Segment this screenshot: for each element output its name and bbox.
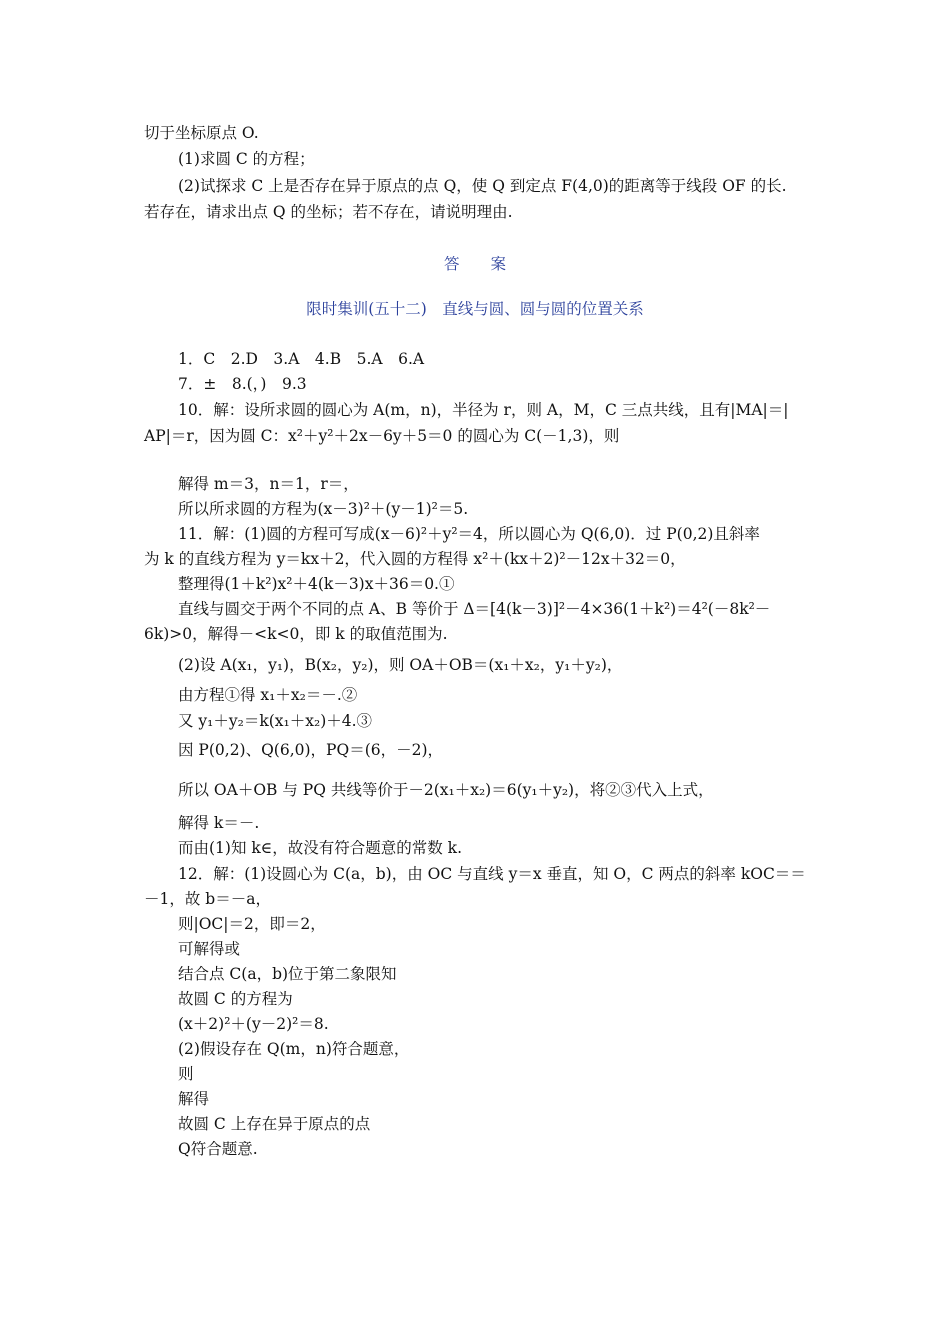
solution-12-line-9: 则 [178,1065,194,1083]
section-heading: 限时集训(五十二) 直线与圆、圆与圆的位置关系 [306,300,644,318]
solution-11-line-12: 而由(1)知 k∈，故没有符合题意的常数 k. [178,839,462,857]
problem-line-1: 切于坐标原点 O. [144,124,259,142]
solution-12-line-8: (2)假设存在 Q(m，n)符合题意， [178,1040,410,1058]
solution-11-line-8: 又 y₁＋y₂＝k(x₁＋x₂)＋4.③ [178,712,373,730]
solution-12-line-4: 可解得或 [178,940,241,958]
solution-12-line-7: (x＋2)²＋(y－2)²＝8. [178,1015,329,1033]
solution-11-line-4: 直线与圆交于两个不同的点 A、B 等价于 Δ＝[4(k－3)]²－4×36(1＋k²)＝4²(－8k²－ [178,600,771,618]
solution-12-line-5: 结合点 C(a，b)位于第二象限知 [178,965,397,983]
solution-12-line-6: 故圆 C 的方程为 [178,990,293,1008]
solution-12-line-3: 则|OC|＝2，即＝2， [178,915,326,933]
solution-10-line-1: 10．解：设所求圆的圆心为 A(m，n)，半径为 r，则 A，M，C 三点共线，且有|MA|＝| [178,401,789,419]
solution-11-line-1: 11．解：(1)圆的方程可写成(x－6)²＋y²＝4，所以圆心为 Q(6,0)．过 P(0,2)且斜率 [178,525,760,543]
solution-11-line-9: 因 P(0,2)、Q(6,0)，PQ＝(6，－2)， [178,741,444,759]
solution-11-line-3: 整理得(1＋k²)x²＋4(k－3)x＋36＝0.① [178,575,455,593]
solution-10-line-2: AP|＝r，因为圆 C：x²＋y²＋2x－6y＋5＝0 的圆心为 C(－1,3)，则 [144,427,620,445]
answers-1-6: 1．C 2.D 3.A 4.B 5.A 6.A [178,350,425,368]
solution-12-line-2: －1，故 b＝－a， [144,890,271,908]
problem-question-2-cont: 若存在，请求出点 Q 的坐标；若不存在，请说明理由. [144,203,513,221]
problem-question-2: (2)试探求 C 上是否存在异于原点的点 Q，使 Q 到定点 F(4,0)的距离等于线段 OF 的长. [178,177,787,195]
solution-12-line-1: 12．解：(1)设圆心为 C(a，b)，由 OC 与直线 y＝x 垂直，知 O，C 两点的斜率 kOC＝＝ [178,865,806,883]
answer-heading: 答 案 [443,255,506,273]
solution-11-line-11: 解得 k＝－. [178,814,260,832]
solution-12-line-11: 故圆 C 上存在异于原点的点 [178,1115,371,1133]
solution-11-line-5: 6k)>0，解得－<k<0，即 k 的取值范围为. [144,625,448,643]
solution-12-line-10: 解得 [178,1090,210,1108]
answers-7-9: 7．± 8.(，) 9.3 [178,375,307,393]
solution-11-line-10: 所以 OA＋OB 与 PQ 共线等价于－2(x₁＋x₂)＝6(y₁＋y₂)，将②③代入上式， [178,781,714,799]
solution-10-line-3: 解得 m＝3，n＝1，r＝， [178,475,359,493]
solution-12-line-12: Q符合题意. [178,1140,258,1158]
problem-question-1: (1)求圆 C 的方程； [178,150,315,168]
solution-10-line-4: 所以所求圆的方程为(x－3)²＋(y－1)²＝5. [178,500,469,518]
solution-11-line-7: 由方程①得 x₁＋x₂＝－.② [178,686,358,704]
solution-11-line-2: 为 k 的直线方程为 y＝kx＋2，代入圆的方程得 x²＋(kx＋2)²－12x＋32＝0， [144,550,686,568]
solution-11-line-6: (2)设 A(x₁，y₁)，B(x₂，y₂)，则 OA＋OB＝(x₁＋x₂，y₁＋y₂)， [178,656,623,674]
